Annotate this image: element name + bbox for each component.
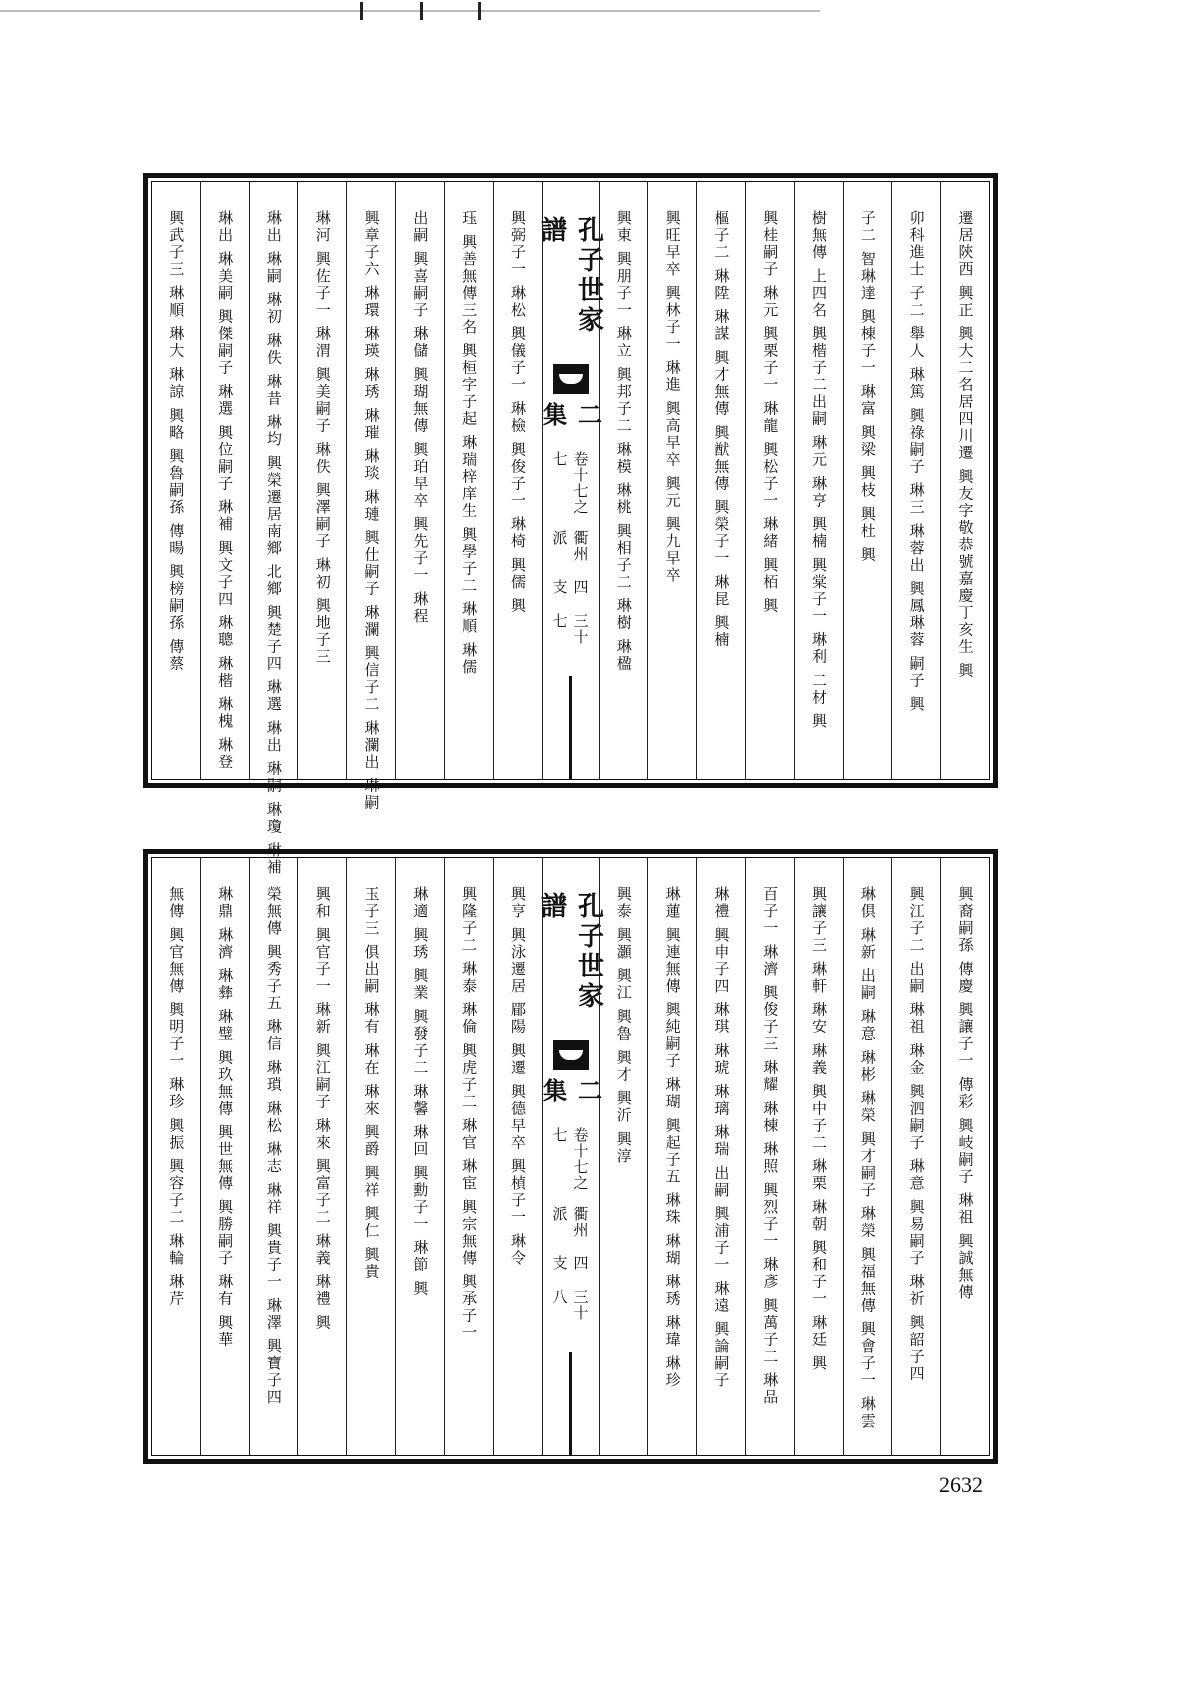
column <box>891 182 940 779</box>
column <box>599 858 648 1455</box>
book-title: 孔子世家譜 <box>536 216 604 336</box>
column <box>346 858 395 1455</box>
fishtail-mark <box>553 1040 589 1070</box>
column <box>696 182 745 779</box>
column <box>249 858 298 1455</box>
volume-label: 卷十七之七 <box>550 451 590 516</box>
column-text: 興亨 興泳遷居 郿陽 興遷 興德早卒 興楨子一 琳令 <box>508 886 527 1267</box>
column-text: 興旺早卒 興林子一 琳進 興高早卒 興元 興九早卒 <box>663 210 682 584</box>
column <box>647 182 696 779</box>
column-text: 樞子二 琳陞 琳謀 興才無傳 興猷無傳 興榮子一 琳昆 興楠 <box>712 210 731 649</box>
column <box>297 858 346 1455</box>
column-text: 琳俱 琳新 出嗣 琳意 琳彬 琳榮 興才嗣子 琳榮 興福無傳 興會子一 琳雲 <box>858 886 877 1430</box>
column-text: 遷居陝西 興正 興大二名居四川遷 興友字敬恭號嘉慶丁亥生 興 <box>956 210 975 680</box>
column <box>249 182 298 876</box>
fishtail-mark <box>553 364 589 394</box>
column <box>843 182 892 779</box>
column-text: 興東 興朋子一 琳立 興邦子二 琳模 琳桃 興相子二 琳樹 琳楹 <box>614 210 633 673</box>
scan-artifact-mark <box>420 2 423 20</box>
scan-artifact-line <box>0 10 820 12</box>
leaf-number: 三十八 <box>550 1289 590 1322</box>
column-text: 琳鼎 琳濟 琳彝 琳璧 興玖無傳 興世無傳 興勝嗣子 琳有 興華 <box>216 886 235 1349</box>
page-header-column <box>536 182 604 779</box>
column <box>843 858 892 1455</box>
column <box>696 858 745 1455</box>
branch-label: 衢州派 <box>550 530 590 563</box>
column-text: 珏 興善無傳三名 興桓字子起 琳瑞梓庠生 興學子二 琳順 琳儒 <box>460 210 479 676</box>
column <box>599 182 648 779</box>
column-text: 興桂嗣子 琳元 興栗子一 琳龍 興松子一 琳緒 興栢 興 <box>761 210 780 615</box>
column-text: 興和 興官子一 琳新 興江嗣子 琳來 興富子二 琳義 琳禮 興 <box>313 886 332 1332</box>
column <box>745 858 794 1455</box>
column <box>395 858 444 1455</box>
column <box>891 858 940 1455</box>
header-rule <box>569 676 572 779</box>
column <box>297 182 346 779</box>
column <box>940 182 989 779</box>
header-rule <box>569 1352 572 1455</box>
column <box>152 182 200 779</box>
column <box>200 858 249 1455</box>
column <box>200 182 249 779</box>
section-label: 二集 <box>538 402 603 427</box>
page-number: 2632 <box>939 1472 983 1497</box>
column <box>152 858 200 1455</box>
leaf-number: 三十七 <box>550 613 590 646</box>
column <box>794 858 843 1455</box>
top-genealogy-page <box>143 173 998 876</box>
branch-label: 衢州派 <box>550 1206 590 1239</box>
column-text: 興弼子一 琳松 興儀子一 琳檢 興俊子一 琳椅 興儒 興 <box>508 210 527 615</box>
volume-label: 卷十七之七 <box>550 1127 590 1192</box>
bottom-genealogy-page <box>143 849 998 1464</box>
column <box>794 182 843 779</box>
sub-branch-label: 四支 <box>550 579 590 596</box>
column-text: 興隆子二 琳泰 琳倫 興虎子二 琳官 琳宦 興宗無傳 興承子一 <box>460 886 479 1342</box>
scan-artifact-mark <box>360 2 363 20</box>
column-text: 興裔嗣孫 傳慶 興讓子一 傳彩 興岐嗣子 琳祖 興誠無傳 <box>956 886 975 1301</box>
column-text: 興讓子三 琳軒 琳安 琳義 興中子二 琳栗 琳朝 興和子一 琳廷 興 <box>810 886 829 1372</box>
column-text: 興江子二 出嗣 琳祖 琳金 興泗嗣子 琳意 興易嗣子 琳祈 興韶子四 <box>907 886 926 1383</box>
column-text: 琳適 興琇 興業 興發子二 琳馨 琳回 興勳子一 琳節 興 <box>411 886 430 1298</box>
column-text: 琳河 興佐子一 琳渭 興美嗣子 琳佚 興澤嗣子 琳初 興地子三 <box>313 210 332 666</box>
column-text: 興武子三 琳順 琳大 琳諒 興略 興魯嗣孫 傳暘 興榜嗣孫 傳蔡 <box>167 210 186 673</box>
section-label: 二集 <box>538 1078 603 1103</box>
column-text: 出嗣 興喜嗣子 琳儲 興瑚無傳 興珀早卒 興先子一 琳程 <box>411 210 430 625</box>
column <box>444 858 493 1455</box>
column <box>395 182 444 779</box>
column <box>647 858 696 1455</box>
column-text: 榮無傳 興秀子五 琳信 琳瑣 琳松 琳志 琳祥 興貴子一 琳澤 興寶子四 <box>264 886 283 1406</box>
page-header-column <box>536 858 604 1455</box>
column-text: 琳出 琳美嗣 興傑嗣子 琳選 興位嗣子 琳補 興文子四 琳聰 琳楷 琳槐 琳登 <box>216 210 235 771</box>
column-text: 琳蓮 興連無傳 興純嗣子 琳瑚 興起子五 琳珠 琳瑚 琳琇 琳瑋 琳珍 <box>663 886 682 1389</box>
scan-artifact-mark <box>478 2 481 20</box>
column <box>346 182 395 812</box>
column-text: 興泰 興灝 興江 興魯 興才 興沂 興淳 <box>614 886 633 1165</box>
column-text: 琳出 琳嗣 琳初 琳佚 琳昔 琳均 興榮遷居南鄉 北鄉 興楚子四 琳選 琳出 琳嗣 琳瓊 琳補 <box>264 210 283 876</box>
book-title: 孔子世家譜 <box>536 892 604 1012</box>
column-text: 玉子三 俱出嗣 琳有 琳在 琳來 興爵 興祥 興仁 興貴 <box>362 886 381 1281</box>
column <box>444 182 493 779</box>
column-text: 無傳 興官無傳 興明子一 琳珍 興振 興容子二 琳輪 琳芹 <box>167 886 186 1308</box>
column-text: 樹無傳 上四名 興楷子二出嗣 琳元 琳亨 興楠 興棠子一 琳利 二材 興 <box>810 210 829 730</box>
column-text: 琳禮 興申子四 琳琪 琳琥 琳璃 琳瑞 出嗣 興浦子一 琳遠 興論嗣子 <box>712 886 731 1389</box>
column-text: 子二 智琳達 興棟子一 琳富 興梁 興枝 興杜 興 <box>858 210 877 564</box>
column-text: 興章子六 琳環 琳瑛 琳琇 琳璀 琳琰 琳璉 興仕嗣子 琳瀾 興信子二 琳瀾出 琳嗣 <box>362 210 381 812</box>
column <box>745 182 794 779</box>
column <box>940 858 989 1455</box>
column-text: 百子一 琳濟 興俊子三 琳耀 琳棟 琳照 興烈子一 琳彥 興萬子二 琳品 <box>761 886 780 1406</box>
sub-branch-label: 四支 <box>550 1255 590 1272</box>
column-text: 卯科進士 子二 舉人 琳篤 興祿嗣子 琳三 琳蓉出 興鳳琳蓉 嗣子 興 <box>907 210 926 713</box>
